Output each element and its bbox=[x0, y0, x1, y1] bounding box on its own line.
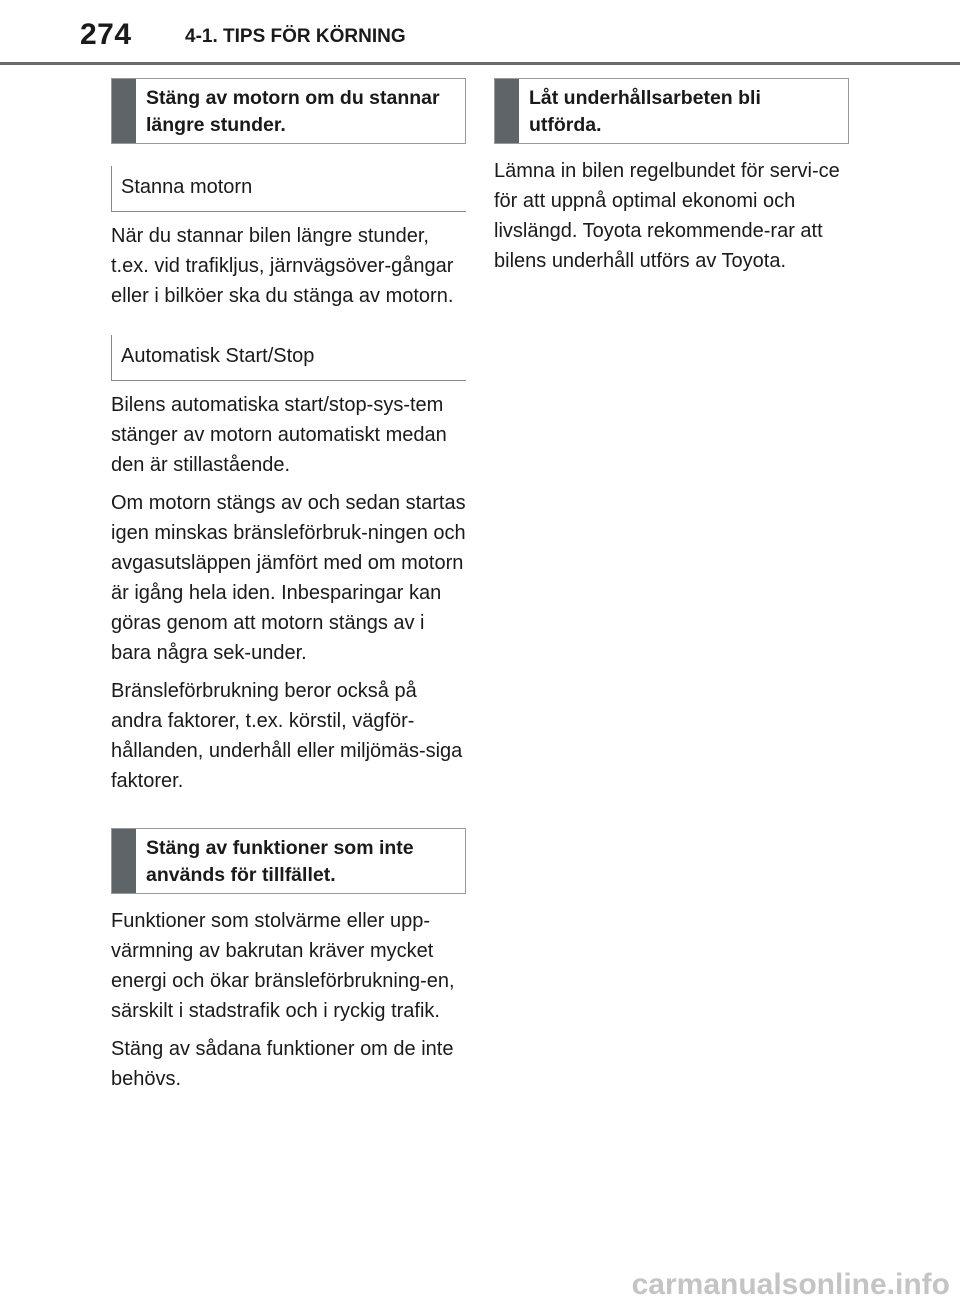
paragraph: Stäng av sådana funktioner om de inte behövs. bbox=[111, 1038, 454, 1090]
heading-box-functions-off bbox=[111, 828, 466, 894]
paragraph: Om motorn stängs av och sedan startas igen minskas bränsleförbruk-ningen och avgasutsläppen jämfört med om motorn är igång hela iden. Inbesparingar kan göras genom att motorn stängs av i bara några sek-under. bbox=[111, 492, 466, 664]
heading-bar bbox=[495, 79, 519, 143]
heading-box-maintenance bbox=[494, 78, 849, 144]
left-column bbox=[111, 78, 466, 1094]
header-rule bbox=[0, 62, 960, 65]
heading-bar bbox=[112, 829, 136, 893]
page-number: 274 bbox=[80, 18, 132, 51]
subheading-auto-start-stop: Automatisk Start/Stop bbox=[111, 335, 466, 381]
paragraph: Lämna in bilen regelbundet för servi-ce för att uppnå optimal ekonomi och livslängd. Toyota rekommende-rar att bilens underhåll utförs av Toyota. bbox=[494, 160, 840, 272]
section-title: 4-1. TIPS FÖR KÖRNING bbox=[185, 26, 406, 47]
paragraph: Bränsleförbrukning beror också på andra faktorer, t.ex. körstil, vägför-hållanden, underhåll eller miljömäs-siga faktorer. bbox=[111, 680, 463, 792]
heading-text: Stäng av funktioner som inte används för tillfället. bbox=[146, 837, 414, 886]
subheading-stop-engine: Stanna motorn bbox=[111, 166, 466, 212]
right-column bbox=[494, 78, 849, 276]
heading-text: Låt underhållsarbeten bli utförda. bbox=[529, 87, 761, 136]
heading-box-engine-off bbox=[111, 78, 466, 144]
heading-text: Stäng av motorn om du stannar längre stunder. bbox=[146, 87, 440, 136]
watermark-text: carmanualsonline.info bbox=[631, 1268, 950, 1301]
paragraph: Bilens automatiska start/stop-sys-tem stänger av motorn automatiskt medan den är stillastående. bbox=[111, 394, 447, 476]
heading-bar bbox=[112, 79, 136, 143]
paragraph: Funktioner som stolvärme eller upp-värmning av bakrutan kräver mycket energi och ökar bränsleförbrukning-en, särskilt i stadstrafik och i ryckig trafik. bbox=[111, 910, 455, 1022]
paragraph: När du stannar bilen längre stunder, t.ex. vid trafikljus, järnvägsöver-gångar eller i bilköer ska du stänga av motorn. bbox=[111, 225, 454, 307]
